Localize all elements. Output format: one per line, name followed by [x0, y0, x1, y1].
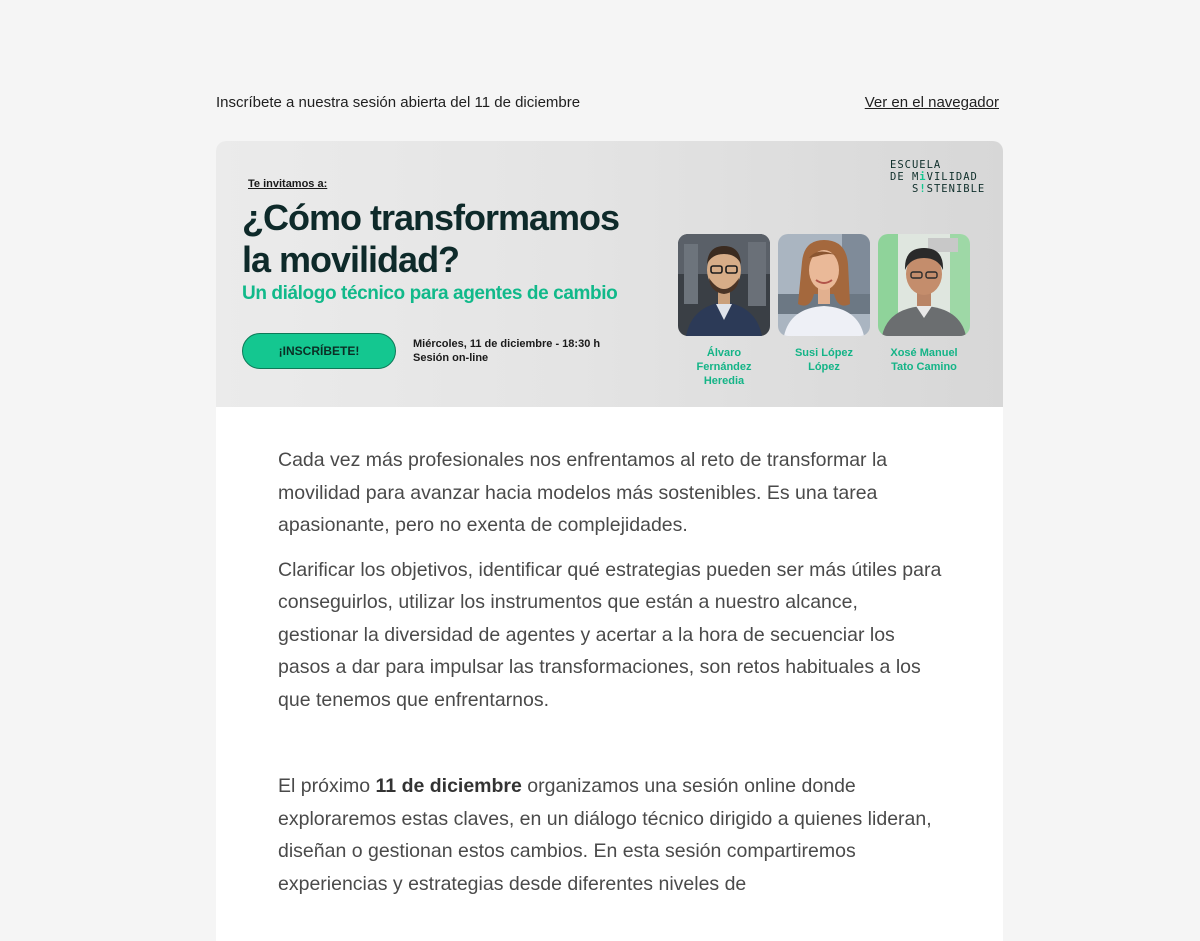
banner-subheadline: Un diálogo técnico para agentes de cambio — [242, 283, 618, 304]
headline-line-1: ¿Cómo transformamos — [242, 197, 620, 238]
email-card — [216, 141, 1003, 941]
preheader-text: Inscríbete a nuestra sesión abierta del 11 de diciembre — [216, 94, 581, 111]
speaker-photo — [878, 234, 970, 336]
banner-headline — [242, 197, 662, 281]
event-date: Miércoles, 11 de diciembre - 18:30 h — [413, 338, 601, 350]
event-mode: Sesión on-line — [413, 352, 489, 364]
speaker-photo — [778, 234, 870, 336]
logo-line-2: DE MiVILIDAD — [890, 171, 978, 183]
email-body — [278, 444, 943, 912]
highlight-date: 11 de diciembre — [375, 775, 522, 797]
speaker-name: Susi López López — [794, 347, 854, 373]
logo-line-3: S!STENIBLE — [912, 183, 986, 195]
speaker-name: Álvaro Fernández Heredia — [696, 347, 752, 387]
body-paragraph-1: Cada vez más profesionales nos enfrentamos al reto de transformar la movilidad para avanzar hacia modelos más sostenibles. Es una tarea apasionante, pero no exenta de complejidades. — [278, 449, 888, 536]
invite-label: Te invitamos a: — [248, 178, 328, 190]
logo-line-1: ESCUELA — [890, 159, 942, 171]
body-paragraph-3: El próximo 11 de diciembre organizamos una sesión online donde exploraremos estas claves, en un diálogo técnico dirigido a quienes lideran, diseñan o gestionan estos cambios. En esta sesión compartiremos experiencias y estrategias desde diferentes niveles de — [278, 775, 932, 895]
speaker-name: Xosé Manuel Tato Camino — [890, 347, 958, 373]
speaker-card — [778, 234, 870, 374]
event-info — [413, 337, 600, 365]
register-button[interactable]: ¡INSCRÍBETE! — [242, 333, 396, 369]
speaker-photo — [678, 234, 770, 336]
view-in-browser-link[interactable]: Ver en el navegador — [864, 94, 999, 111]
preheader — [216, 94, 999, 111]
school-logo — [890, 159, 985, 195]
speaker-card — [878, 234, 970, 374]
speaker-card — [678, 234, 770, 388]
body-paragraph-2: Clarificar los objetivos, identificar qué estrategias pueden ser más útiles para conseguirlos, utilizar los instrumentos que están a nuestro alcance, gestionar la diversidad de agentes y acertar a la hora de secuenciar los pasos a dar para impulsar las transformaciones, son retos habituales a los que tenemos que enfrentarnos. — [278, 558, 942, 711]
headline-line-2: la movilidad? — [242, 239, 460, 280]
event-banner[interactable] — [216, 141, 1003, 407]
